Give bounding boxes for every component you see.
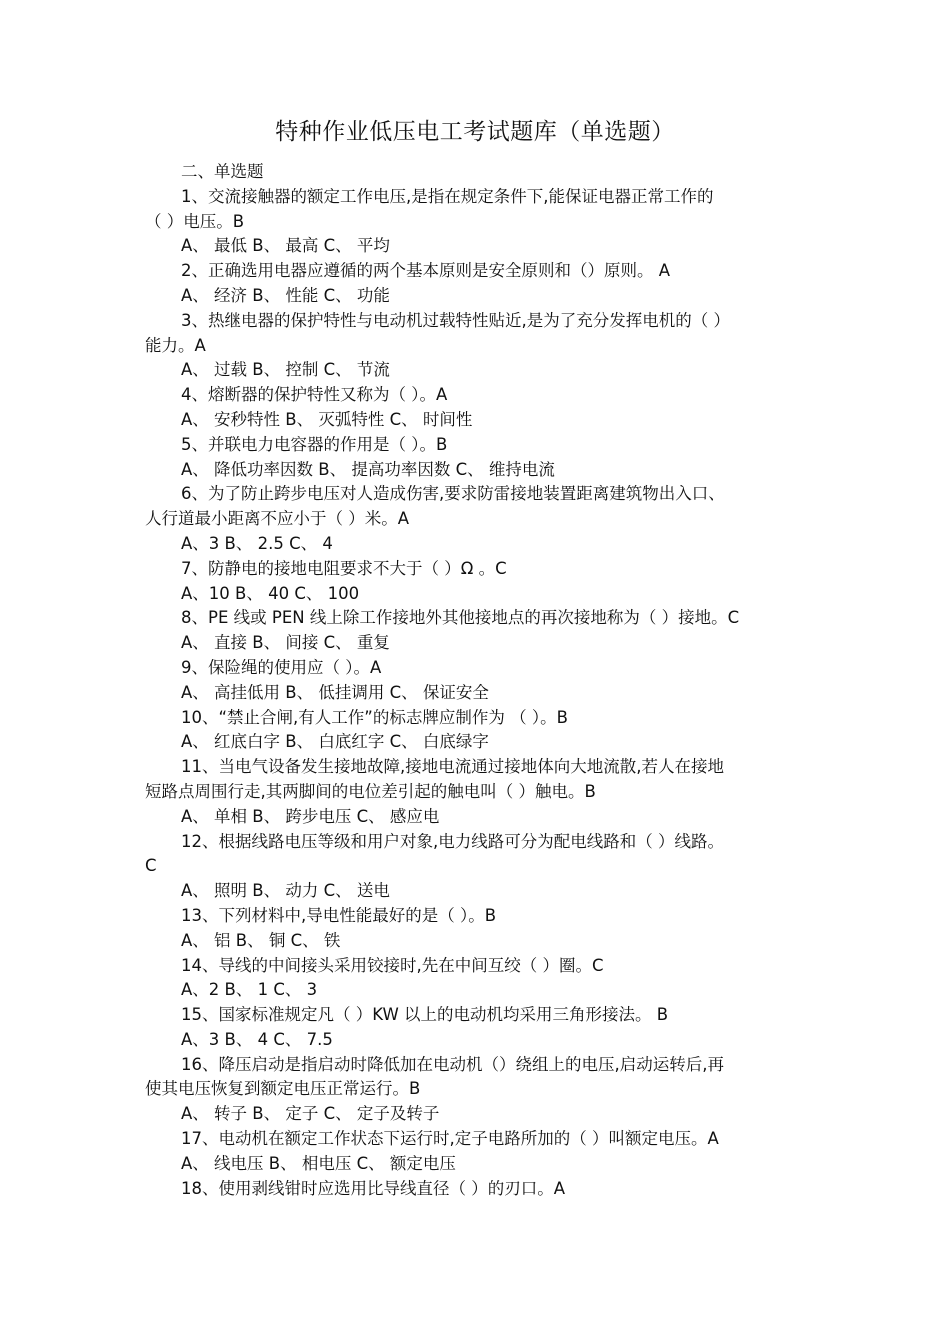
options-line: A、3 B、 2.5 C、 4 xyxy=(181,533,333,553)
question-line: 8、PE 线或 PEN 线上除工作接地外其他接地点的再次接地称为（ ）接地。C xyxy=(181,608,740,628)
question-line: 7、防静电的接地电阻要求不大于（ ）Ω 。C xyxy=(181,558,507,578)
question-line: 9、保险绳的使用应（ ）。A xyxy=(181,657,382,677)
options-line: A、 红底白字 B、 白底红字 C、 白底绿字 xyxy=(181,732,489,752)
question-line: 12、根据线路电压等级和用户对象,电力线路可分为配电线路和（ ）线路。 xyxy=(181,831,724,851)
options-line: A、 转子 B、 定子 C、 定子及转子 xyxy=(181,1104,440,1124)
options-line: A、 照明 B、 动力 C、 送电 xyxy=(181,881,390,901)
question-line: 10、“禁止合闸,有人工作”的标志牌应制作为 （ ）。B xyxy=(181,707,568,727)
options-line: A、 过载 B、 控制 C、 节流 xyxy=(181,360,390,380)
options-line: A、 高挂低用 B、 低挂调用 C、 保证安全 xyxy=(181,682,489,702)
question-line: 5、并联电力电容器的作用是（ ）。B xyxy=(181,434,448,454)
options-line: A、 安秒特性 B、 灭弧特性 C、 时间性 xyxy=(181,409,473,429)
question-list xyxy=(145,185,810,1202)
question-continuation-line: 使其电压恢复到额定电压正常运行。B xyxy=(145,1079,421,1099)
question-continuation-line: 能力。A xyxy=(145,335,206,355)
question-line: 13、下列材料中,导电性能最好的是（ ）。B xyxy=(181,905,497,925)
question-continuation-line: 人行道最小距离不应小于（ ）米。A xyxy=(145,509,410,529)
question-continuation-line: C xyxy=(145,856,157,876)
question-line: 3、热继电器的保护特性与电动机过载特性贴近,是为了充分发挥电机的（ ） xyxy=(181,310,730,330)
question-line: 1、交流接触器的额定工作电压,是指在规定条件下,能保证电器正常工作的 xyxy=(181,186,714,206)
options-line: A、10 B、 40 C、 100 xyxy=(181,583,360,603)
document-body xyxy=(145,160,810,1201)
question-line: 17、电动机在额定工作状态下运行时,定子电路所加的（ ）叫额定电压。A xyxy=(181,1129,719,1149)
question-line: 11、当电气设备发生接地故障,接地电流通过接地体向大地流散,若人在接地 xyxy=(181,757,724,777)
question-line: 15、国家标准规定凡（ ）KW 以上的电动机均采用三角形接法。 B xyxy=(181,1005,669,1025)
question-line: 16、降压启动是指启动时降低加在电动机（）绕组上的电压,启动运转后,再 xyxy=(181,1054,724,1074)
question-continuation-line: 短路点周围行走,其两脚间的电位差引起的触电叫（ ）触电。B xyxy=(145,781,596,801)
options-line: A、3 B、 4 C、 7.5 xyxy=(181,1029,333,1049)
options-line: A、2 B、 1 C、 3 xyxy=(181,980,318,1000)
question-continuation-line: （ ）电压。B xyxy=(145,211,245,231)
options-line: A、 直接 B、 间接 C、 重复 xyxy=(181,633,390,653)
options-line: A、 单相 B、 跨步电压 C、 感应电 xyxy=(181,806,440,826)
options-line: A、 经济 B、 性能 C、 功能 xyxy=(181,285,390,305)
question-line: 6、为了防止跨步电压对人造成伤害,要求防雷接地装置距离建筑物出入口、 xyxy=(181,484,725,504)
question-line: 4、熔断器的保护特性又称为（ ）。A xyxy=(181,385,448,405)
options-line: A、 线电压 B、 相电压 C、 额定电压 xyxy=(181,1153,456,1173)
question-line: 2、正确选用电器应遵循的两个基本原则是安全原则和（）原则。 A xyxy=(181,261,671,281)
document-title: 特种作业低压电工考试题库（单选题） xyxy=(275,119,675,145)
options-line: A、 铝 B、 铜 C、 铁 xyxy=(181,930,341,950)
section-heading: 二、单选题 xyxy=(181,162,264,181)
options-line: A、 降低功率因数 B、 提高功率因数 C、 维持电流 xyxy=(181,459,555,479)
question-line: 18、使用剥线钳时应选用比导线直径（ ）的刃口。A xyxy=(181,1178,566,1198)
question-line: 14、导线的中间接头采用铰接时,先在中间互绞（ ）圈。C xyxy=(181,955,604,975)
options-line: A、 最低 B、 最高 C、 平均 xyxy=(181,236,390,256)
